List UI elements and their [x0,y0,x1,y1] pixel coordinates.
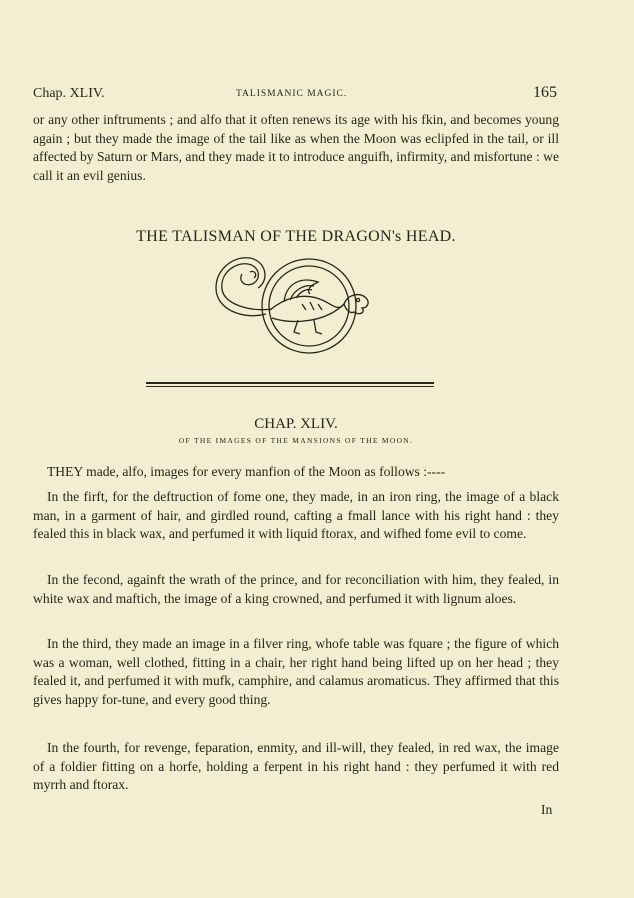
section-rule-thick [146,382,434,384]
header-chapter: Chap. XLIV. [33,86,105,101]
paragraph-1 [33,463,559,482]
paragraph-4-text: In the third, they made an image in a filver ring, whofe table was fquare ; the figure of which was a woman, well clothed, fitting in a chair, her right hand being lifted up on her head ; they fealed it, and perfumed it with mufk, camphire, and calamus aromaticus. They affirmed that this gives happy for-tune, and every good thing. [33,636,559,707]
paragraph-3-text: In the fecond, againft the wrath of the prince, and for reconciliation with him, they fealed, in white wax and maftich, the image of a king crowned, and perfumed it with lignum aloes. [33,572,559,606]
paragraph-5-text: In the fourth, for revenge, feparation, enmity, and ill-will, they fealed, in red wax, the image of a foldier fitting on a horfe, holding a ferpent in his right hand : they perfumed it with red myrrh and ftorax. [33,740,559,793]
chapter-heading: CHAP. XLIV. [254,416,338,432]
paragraph-2 [33,488,559,544]
paragraph-4 [33,635,559,709]
paragraph-3 [33,571,559,608]
intro-paragraph: or any other inftruments ; and alfo that it often renews its age with his fkin, and becomes young again ; but they made the image of the tail like as when the Moon was eclipfed in the tail, or ill affected by Saturn or Mars, and they made it to introduce anguifh, infirmity, and misfortune : we call it an evil genius. [33,112,559,183]
header-running-title: TALISMANIC MAGIC. [236,89,348,99]
section-rule-thin [146,386,434,387]
dragon-head-talisman-icon [214,254,376,360]
paragraph-1-text: THEY made, alfo, images for every manfion of the Moon as follows :---- [47,464,446,479]
chapter-subtitle: OF THE IMAGES OF THE MANSIONS OF THE MOON. [178,436,414,445]
paragraph-5 [33,739,559,795]
catchword: In [541,802,553,817]
talisman-heading: THE TALISMAN OF THE DRAGON's HEAD. [136,228,456,245]
paragraph-2-text: In the firft, for the deftruction of fome one, they made, in an iron ring, the image of a black man, in a garment of hair, and girdled round, cafting a fmall lance with his right hand : they fealed this in black wax, and perfumed it with liquid ftorax, and wifhed fome evil to come. [33,489,559,542]
running-header [33,86,561,106]
page-number: 165 [533,84,557,101]
